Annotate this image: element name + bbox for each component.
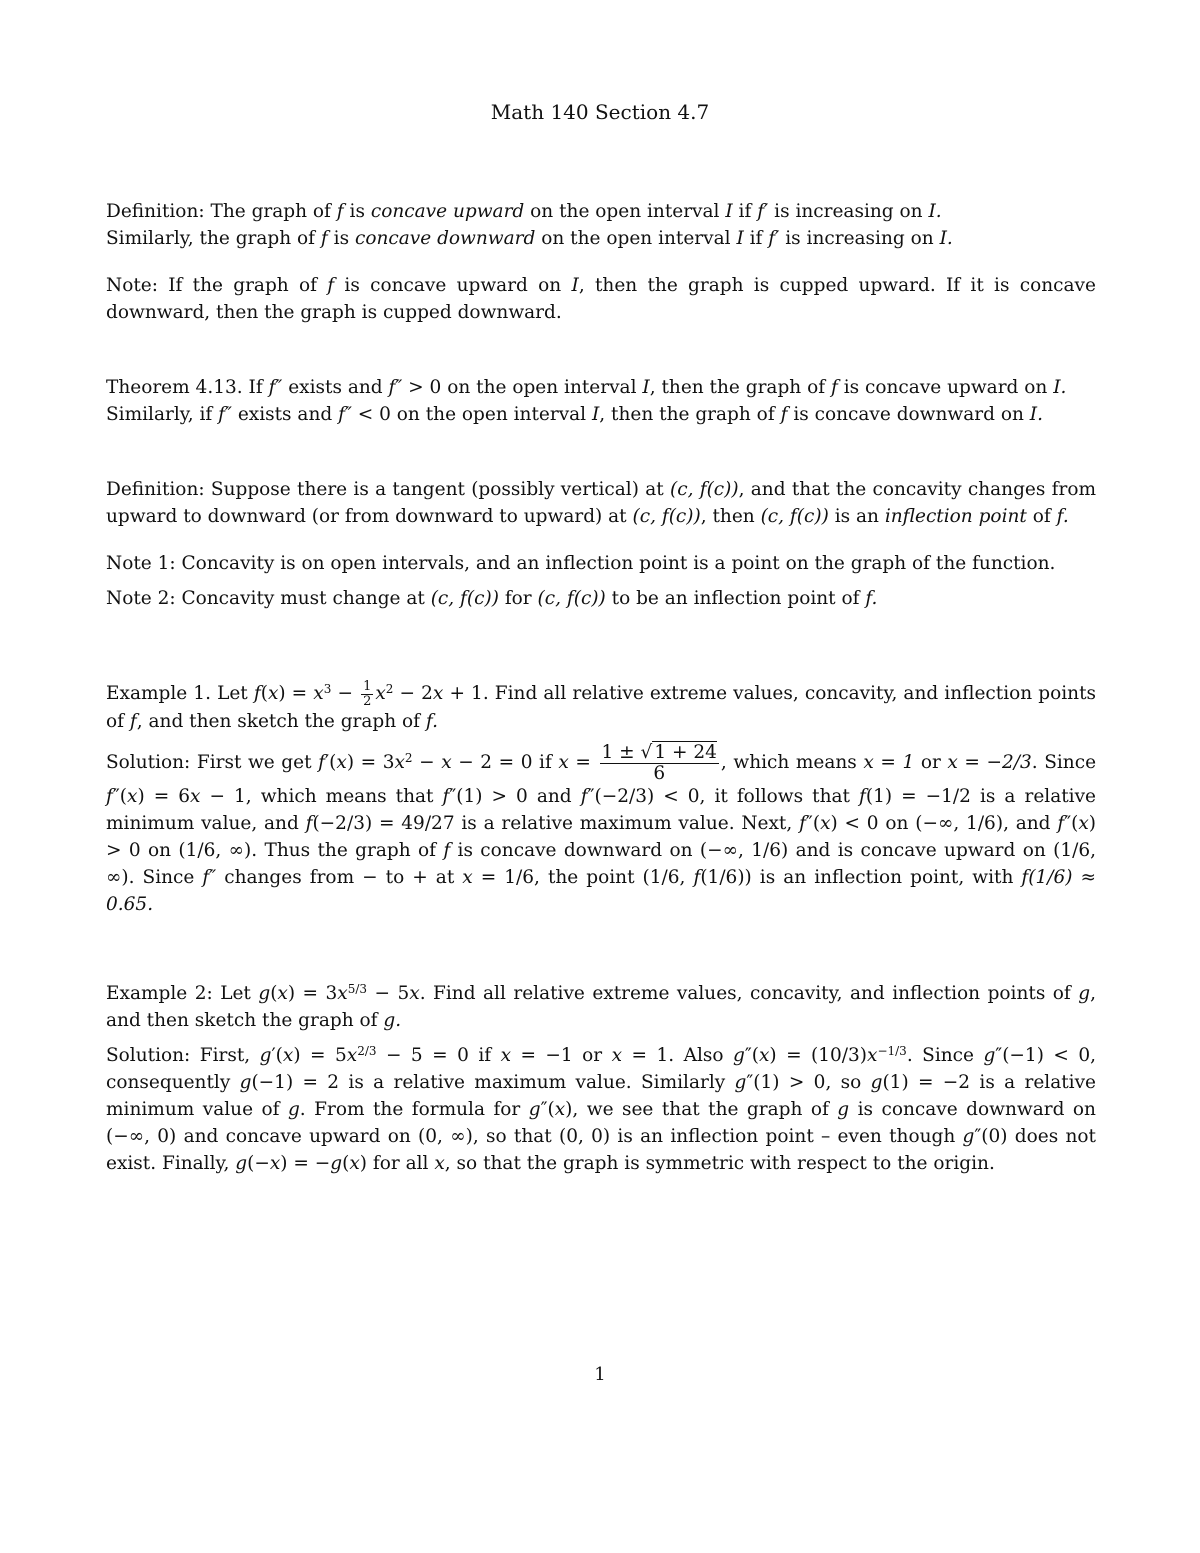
example-1-statement: Example 1. Let $f(x) = x^3$ − $\frac{1}{2}$ $x^2 - 2x + 1$. Find all relative extreme values, concavity, and inflection points of f, and then sketch the graph of f. [106,679,1097,733]
note-1: Note 1: Concavity is on open intervals, and an inflection point is a point on the graph of the function. [106,553,1056,574]
example-1 [106,680,1096,918]
term-concave-upward: concave upward [370,201,525,222]
note-2: Note 2: Concavity must change at (c, f(c)) for (c, f(c)) to be an inflection point of f. [106,588,878,609]
example-2-solution: Solution: First, $g'(x) = 5x^{2/3} - 5 = 0$ if x = −1 or x = 1. Also $g''(x) = (10/3)x^{-1/3}$. Since g″(−1) < 0, consequently g(−1) = 2 is a relative maximum value. Similarly g″(1) > 0, so g(1) = −2 is a relative minimum value of g. From the formula for g″(x), we see that the graph of g is concave downward on (−∞, 0) and concave upward on (0, ∞), so that (0, 0) is an inflection point – even though g″(0) does not exist. Finally, g(−x) = −g(x) for all x, so that the graph is symmetric with respect to the origin. [106,1044,1096,1174]
note-cupped: Note: If the graph of f is concave upward on I, then the graph is cupped upward. If it is concave downward, then the graph is cupped downward. [106,275,1096,323]
theorem-4-13: Theorem 4.13. If f″ exists and f″ > 0 on the open interval I, then the graph of f is concave upward on I. Similarly, if f″ exists and f″ < 0 on the open interval I, then the graph of f is concave downward on I. [106,377,1067,425]
definition-concave-upward: Definition: The graph of f is concave upward on the open interval I if f′ is increasing on I. Similarly, the graph of f is concave downward on the open interval I if f′ is increasing on I. [106,201,953,249]
example-2-statement: Example 2: Let $g(x) = 3x^{5/3} - 5x$. Find all relative extreme values, concavity, and inflection points of g, and then sketch the graph of g. [106,982,1096,1031]
example-2 [106,980,1096,1177]
definition-inflection-point: Definition: Suppose there is a tangent (possibly vertical) at (c, f(c)), and that the concavity changes from upward to downward (or from downward to upward) at (c, f(c)), then (c, f(c)) is an inflection point of f. Note 1: Concavity is on open intervals, and an inflection point is a point on the graph of the function. Note 2: Concavity must change at (c, f(c)) for (c, f(c)) to be an inflection point of f. [106,476,1096,612]
page-number: 1 [594,1364,606,1385]
term-inflection-point: inflection point [884,506,1027,527]
example-1-solution: Solution: First we get $f'(x) = 3x^2 - x - 2 = 0$ if x = $\frac{1 \pm √ 1 + 24}{6}$ , which means x = 1 or x = −2/3. Since f″(x) = 6x − 1, which means that f″(1) > 0 and f″(−2/3) < 0, it follows that f(1) = −1/2 is a relative minimum value, and f(−2/3) = 49/27 is a relative maximum value. Next, f″(x) < 0 on (−∞, 1/6), and f″(x) > 0 on (1/6, ∞). Thus the graph of f is concave downward on (−∞, 1/6) and is concave upward on (1/6, ∞). Since f″ changes from − to + at x = 1/6, the point (1/6, f(1/6)) is an inflection point, with f(1/6) ≈ 0.65. [106,742,1097,916]
page-title: Math 140 Section 4.7 [490,100,710,124]
term-concave-downward: concave downward [354,228,536,249]
definition-concavity [106,198,1096,252]
quadratic-formula: $\frac{1 \pm √ 1 + 24}{6}$ [601,742,717,784]
